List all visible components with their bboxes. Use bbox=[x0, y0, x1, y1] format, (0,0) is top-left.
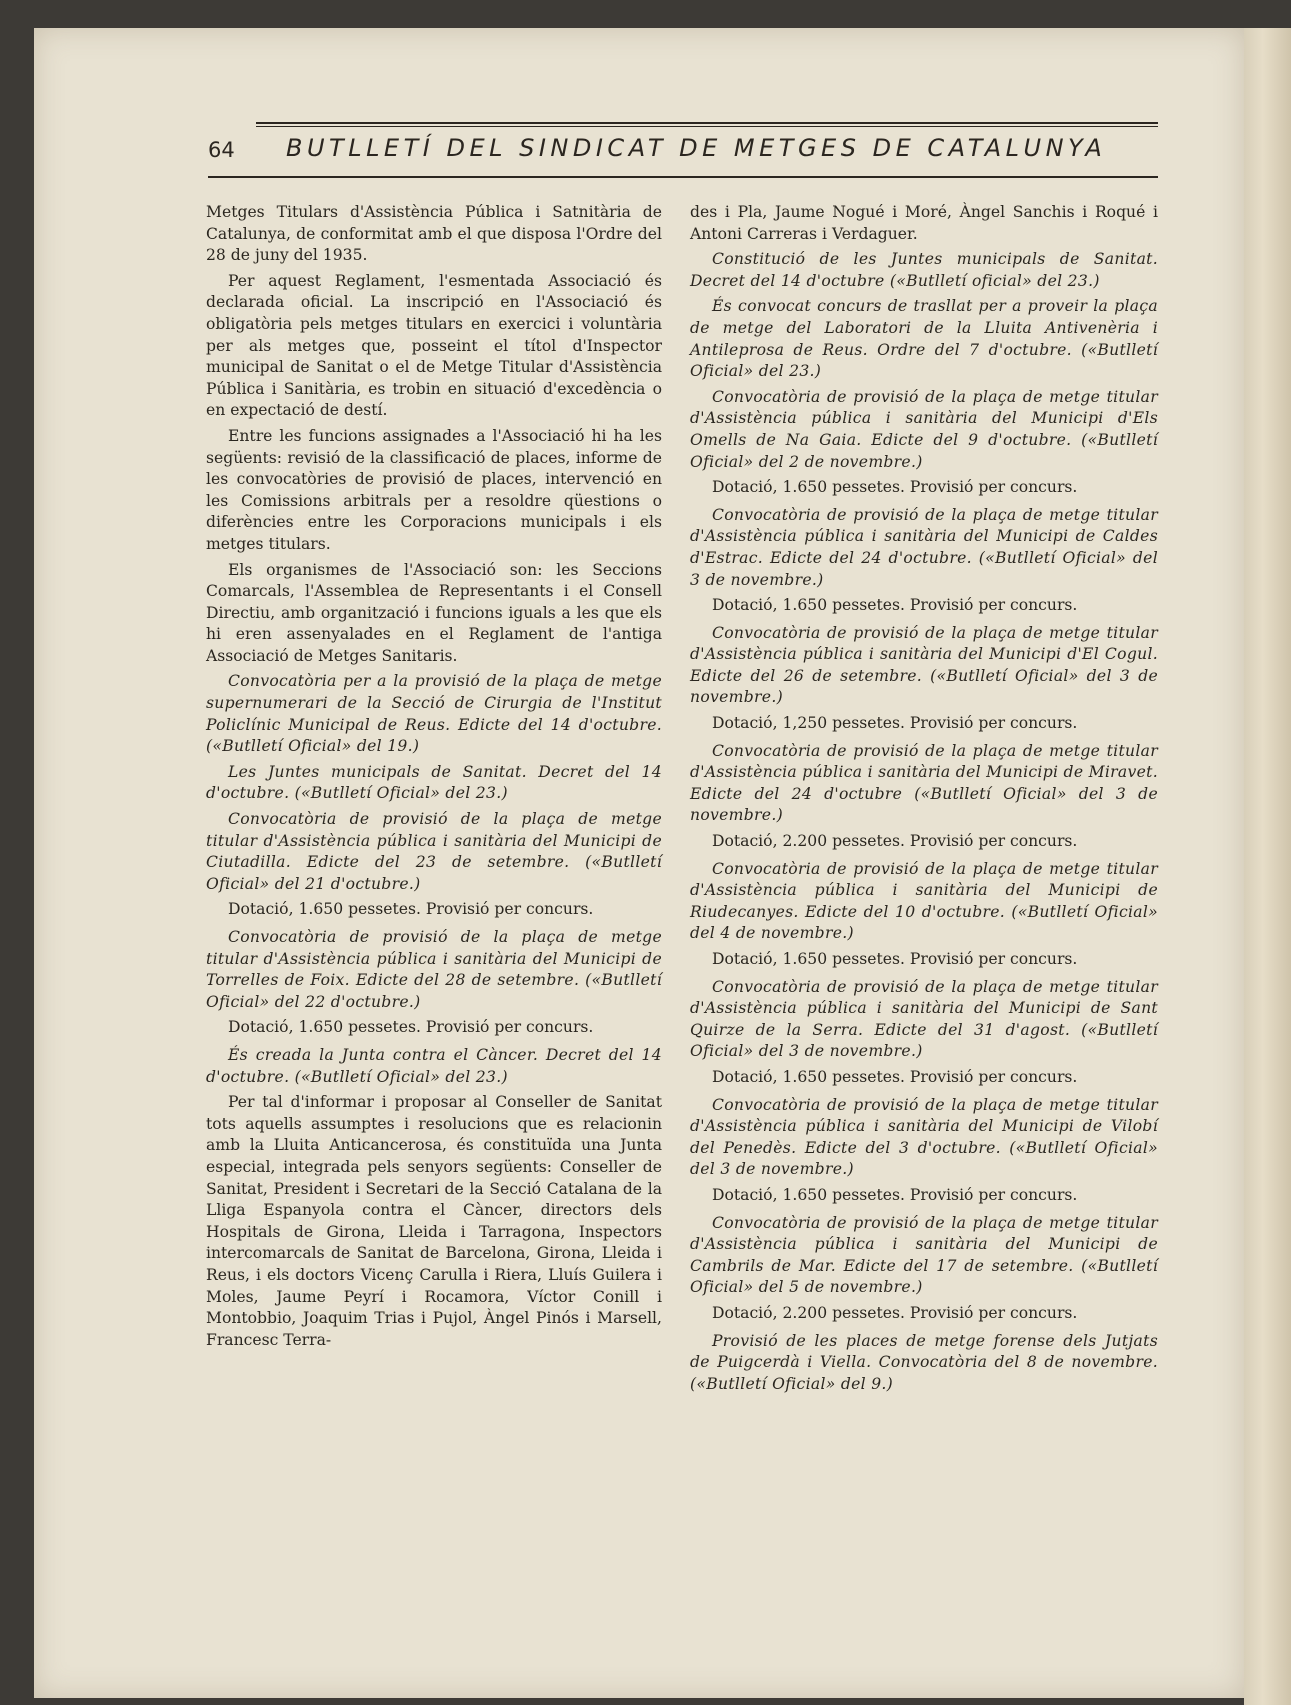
funding-line: Dotació, 1.650 pessetes. Provisió per concurs. bbox=[712, 596, 1078, 615]
notice-heading: Convocatòria de provisió de la plaça de metge titular d'Assistència pública i sanitària del Municipi de Torrelles de Foix. Edicte del 28 de setembre. («Butlletí Oficial» del 22 d'octubre.) bbox=[206, 928, 662, 1011]
funding-line: Dotació, 1.650 pessetes. Provisió per concurs. bbox=[228, 900, 594, 919]
notice-heading: Convocatòria de provisió de la plaça de metge titular d'Assistència pública i sanitària del Municipi d'Els Omells de Na Gaia. Edicte del 9 d'octubre. («Butlletí Oficial» del 2 de novembre.) bbox=[690, 387, 1158, 471]
book-spine bbox=[1244, 28, 1291, 1705]
left-column bbox=[206, 202, 662, 1355]
funding-line: Dotació, 1,250 pessetes. Provisió per concurs. bbox=[712, 714, 1078, 733]
notice-heading: Constitució de les Juntes municipals de Sanitat. Decret del 14 d'octubre («Butlletí oficial» del 23.) bbox=[690, 250, 1158, 290]
header-top-rule bbox=[256, 122, 1158, 124]
funding-line: Dotació, 2.200 pessetes. Provisió per concurs. bbox=[712, 1303, 1078, 1322]
funding-line: Dotació, 1.650 pessetes. Provisió per concurs. bbox=[712, 478, 1078, 497]
header-top-rule-thin bbox=[256, 126, 1158, 127]
running-header bbox=[208, 134, 1158, 170]
funding-line: Dotació, 2.200 pessetes. Provisió per concurs. bbox=[712, 832, 1078, 851]
notice-heading: Convocatòria de provisió de la plaça de metge titular d'Assistència pública i sanitària del Municipi de Riudecanyes. Edicte del 10 d'octubre. («Butlletí Oficial» del 4 de novembre.) bbox=[690, 859, 1158, 943]
notice-heading: Convocatòria de provisió de la plaça de metge titular d'Assistència pública i sanitària del Municipi de Miravet. Edicte del 24 d'octubre («Butlletí Oficial» del 3 de novembre.) bbox=[690, 741, 1158, 825]
page-number: 64 bbox=[208, 138, 235, 162]
funding-line: Dotació, 1.650 pessetes. Provisió per concurs. bbox=[712, 1185, 1078, 1204]
paragraph: Per aquest Reglament, l'esmentada Associació és declarada oficial. La inscripció en l'Associació és obligatòria pels metges titulars en exercici i voluntària per als metges que, posseint el títol d'Inspector municipal de Sanitat o el de Metge Titular d'Assistència Pública i Sanitària, es trobin en situació d'excedència o en expectació de destí. bbox=[206, 271, 662, 420]
funding-line: Dotació, 1.650 pessetes. Provisió per concurs. bbox=[712, 1067, 1078, 1086]
notice-heading: Convocatòria de provisió de la plaça de metge titular d'Assistència pública i sanitària del Municipi de Ciutadilla. Edicte del 23 de setembre. («Butlletí Oficial» del 21 d'octubre.) bbox=[206, 810, 662, 893]
notice-heading: Convocatòria per a la provisió de la plaça de metge supernumerari de la Secció de Cirurgia de l'Institut Policlínic Municipal de Reus. Edicte del 14 d'octubre. («Butlletí Oficial» del 19.) bbox=[206, 672, 662, 756]
funding-line: Dotació, 1.650 pessetes. Provisió per concurs. bbox=[228, 1018, 594, 1037]
paragraph: des i Pla, Jaume Nogué i Moré, Àngel Sanchis i Roqué i Antoni Carreras i Verdaguer. bbox=[690, 203, 1158, 243]
notice-heading: Convocatòria de provisió de la plaça de metge titular d'Assistència pública i sanitària del Municipi de Vilobí del Penedès. Edicte del 3 d'octubre. («Butlletí Oficial» del 3 de novembre.) bbox=[690, 1095, 1158, 1179]
paragraph: Els organismes de l'Associació son: les Seccions Comarcals, l'Assemblea de Representants i el Consell Directiu, amb organització i funcions iguals a les que els hi eren assenyalades en el Reglament de l'antiga Associació de Metges Sanitaris. bbox=[206, 560, 662, 665]
notice-heading: Convocatòria de provisió de la plaça de metge titular d'Assistència pública i sanitària del Municipi de Caldes d'Estrac. Edicte del 24 d'octubre. («Butlletí Oficial» del 3 de novembre.) bbox=[690, 505, 1158, 589]
funding-line: Dotació, 1.650 pessetes. Provisió per concurs. bbox=[712, 950, 1078, 968]
journal-title: BUTLLETÍ DEL SINDICAT DE METGES DE CATALUNYA bbox=[286, 134, 1107, 162]
notice-heading: Convocatòria de provisió de la plaça de metge titular d'Assistència pública i sanitària del Municipi de Cambrils de Mar. Edicte del 17 de setembre. («Butlletí Oficial» del 5 de novembre.) bbox=[690, 1213, 1158, 1297]
header-bottom-rule bbox=[208, 176, 1158, 178]
notice-heading: És creada la Junta contra el Càncer. Decret del 14 d'octubre. («Butlletí Oficial» del 23.) bbox=[206, 1045, 662, 1086]
paragraph: Metges Titulars d'Assistència Pública i Satnitària de Catalunya, de conformitat amb el que disposa l'Ordre del 28 de juny del 1935. bbox=[206, 203, 662, 265]
notice-heading: És convocat concurs de trasllat per a proveir la plaça de metge del Laboratori de la Lluita Antivenèria i Antileprosa de Reus. Ordre del 7 d'octubre. («Butlletí Oficial» del 23.) bbox=[690, 297, 1158, 381]
paragraph: Per tal d'informar i proposar al Conseller de Sanitat tots aquells assumptes i resolucions que es relacionin amb la Lluita Anticancerosa, és constituïda una Junta especial, integrada pels senyors següents: Conseller de Sanitat, President i Secretari de la Secció Catalana de la Lliga Espanyola contra el Càncer, directors dels Hospitals de Girona, Lleida i Tarragona, Inspectors intercomarcals de Sanitat de Barcelona, Girona, Lleida i Reus, i els doctors Vicenç Carulla i Riera, Lluís Guilera i Moles, Jaume Peyrí i Rocamora, Víctor Conill i Montobbio, Joaquim Trias i Pujol, Àngel Pinós i Marsell, Francesc Terra- bbox=[206, 1093, 662, 1349]
right-column bbox=[690, 202, 1158, 1399]
notice-heading: Convocatòria de provisió de la plaça de metge titular d'Assistència pública i sanitària del Municipi de Sant Quirze de la Serra. Edicte del 31 d'agost. («Butlletí Oficial» del 3 de novembre.) bbox=[690, 977, 1158, 1061]
notice-heading: Convocatòria de provisió de la plaça de metge titular d'Assistència pública i sanitària del Municipi d'El Cogul. Edicte del 26 de setembre. («Butlletí Oficial» del 3 de novembre.) bbox=[690, 623, 1158, 707]
notice-heading: Provisió de les places de metge forense dels Jutjats de Puigcerdà i Viella. Convocatòria del 8 de novembre. («Butlletí Oficial» del 9.) bbox=[690, 1331, 1158, 1393]
paragraph: Entre les funcions assignades a l'Associació hi ha les següents: revisió de la classificació de places, informe de les convocatòries de provisió de places, intervenció en les Comissions arbitrals per a resoldre qüestions o diferències entre les Corporacions municipals i els metges titulars. bbox=[206, 426, 662, 553]
notice-heading: Les Juntes municipals de Sanitat. Decret del 14 d'octubre. («Butlletí Oficial» del 23.) bbox=[206, 762, 662, 803]
